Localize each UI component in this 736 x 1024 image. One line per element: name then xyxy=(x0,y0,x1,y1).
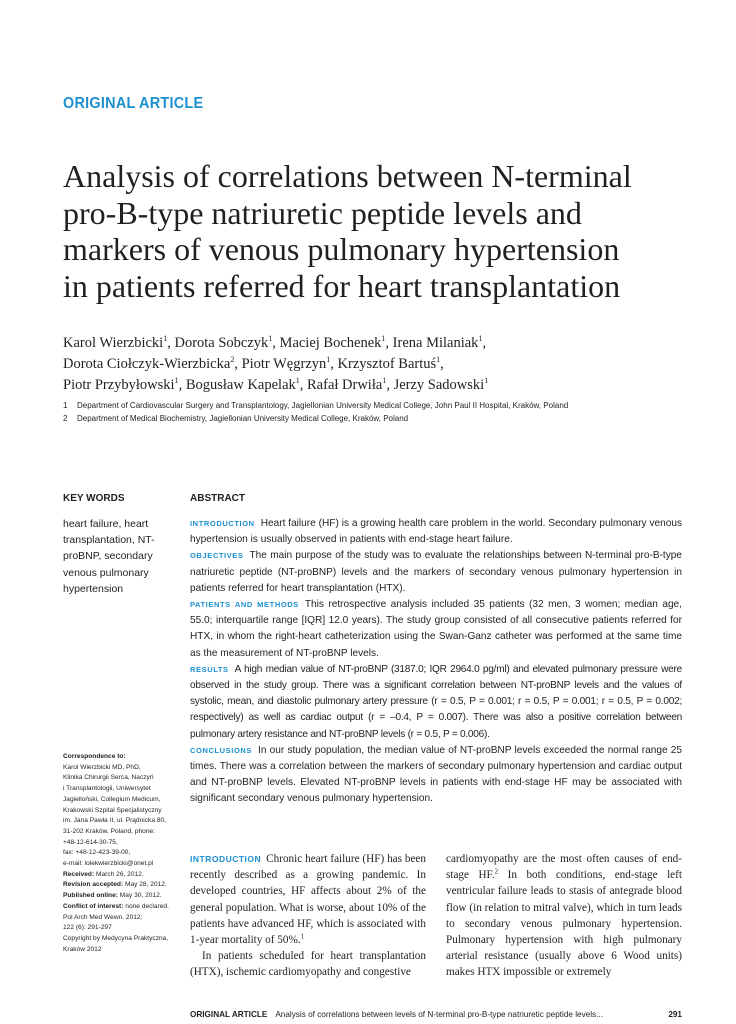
footer-running-title: Analysis of correlations between levels of N-terminal pro-B-type natriuretic peptide levels... xyxy=(275,1010,603,1019)
correspondence-line: im. Jana Pawła II, ul. Prądnicka 80, xyxy=(63,817,166,825)
revision-date: Revision accepted: May 28, 2012. xyxy=(63,881,167,889)
body-paragraph: In patients scheduled for heart transplantation (HTX), ischemic cardiomyopathy and congestive xyxy=(190,950,426,979)
body-paragraph: INTRODUCTION Chronic heart failure (HF) has been recently described as a growing pandemic. In developed countries, HF affects about 2% of the general population. What is worse, about 10% of the patients have advanced HF, which is associated with 1-year mortality of 50%.$^1$ xyxy=(190,853,426,947)
received-date: Received: March 26, 2012. xyxy=(63,870,144,878)
body-column-left xyxy=(190,851,426,981)
abstract-objectives: OBJECTIVES The main purpose of the study was to evaluate the relationships between N-terminal pro-B-type natriuretic peptide (NT-proBNP) levels and the markers of secondary venous pulmonary hypertension in patients referred for heart transplantation (HTX). xyxy=(190,550,682,594)
title-line: in patients referred for heart transplantation xyxy=(63,267,621,304)
correspondence-email[interactable]: e-mail: lolekwierzbicki@onet.pl xyxy=(63,860,154,868)
author-list xyxy=(63,333,683,396)
affiliation: 2 Department of Medical Biochemistry, Jagiellonian University Medical College, Kraków, Poland xyxy=(63,413,409,423)
journal-line: Pol Arch Med Wewn. 2012; xyxy=(63,913,143,921)
journal-line: Copyright by Medycyna Praktyczna, xyxy=(63,934,169,942)
affiliation: 1 Department of Cardiovascular Surgery and Transplantology, Jagiellonian University Medical College, John Paul II Hospital, Kraków, Poland xyxy=(63,401,569,410)
abstract-body xyxy=(190,516,682,808)
author: Dorota Sobczyk$^1$, xyxy=(174,334,280,351)
author: Bogusław Kapelak$^1$, xyxy=(185,376,308,393)
abstract-results: RESULTS A high median value of NT-proBNP (3187.0; IQR 2964.0 pg/ml) and elevated pulmonary pressure were observed in the study group. There was a significant correlation between NT-proBNP levels and the values of systolic, mean, and diastolic pulmonary artery pressure (r = 0.5, P = 0.001; r = 0.5, P = 0.001; r = 0.5, P = 0.002; respectively) as well as cardiac output (r = –0.4, P = 0.007). There was also a positive correlation between pulmonary artery resistance and NT-proBNP levels (r = 0.5, P = 0.006). xyxy=(190,663,682,740)
author: Irena Milaniak$^1$, xyxy=(392,334,487,351)
correspondence-line: Karol Wierzbicki MD, PhD, xyxy=(63,763,141,771)
abstract-conclusions: CONCLUSIONS In our study population, the median value of NT-proBNP levels exceeded the normal range 25 times. There was a correlation between the markers of secondary pulmonary hypertension and cardiac output and NT-proBNP levels. Elevated NT-proBNP levels in patients with end-stage HF may be associated with significant secondary venous pulmonary hypertension. xyxy=(190,744,682,805)
page-number: 291 xyxy=(668,1010,682,1019)
abstract-heading: ABSTRACT xyxy=(190,493,245,504)
correspondence-line: +48-12-614-30-75, xyxy=(63,838,118,846)
abstract-methods: PATIENTS AND METHODS This retrospective analysis included 35 patients (32 men, 3 women; median age, 55.0; interquartile range [IQR] 12.0 years). The study group consisted of all consecutive patients referred for HTX, in whom the right-heart catheterization using the Swan-Ganz catheter was performed at the same time as the measurement of NT-proBNP levels. xyxy=(190,599,682,659)
author: Piotr Przybyłowski$^1$, xyxy=(63,376,186,393)
author: Dorota Ciołczyk-Wierzbicka$^2$, xyxy=(63,355,242,372)
author: Jerzy Sadowski$^1$ xyxy=(393,376,489,393)
title-line: Analysis of correlations between N-terminal xyxy=(63,158,632,194)
body-paragraph: cardiomyopathy are the most often causes of end-stage HF.$^2$ In both conditions, end-stage left ventricular failure leads to stasis of antegrade blood flow (in relation to mitral valve), which in turn leads to secondary venous pulmonary hypertension. Pulmonary hypertension with high pulmonary arterial resistance (usually above 6 Wood units) makes HTX impossible or extremely xyxy=(446,853,682,979)
keywords-text: heart failure, heart transplantation, NT-proBNP, secondary venous pulmonary hypertension xyxy=(63,518,155,595)
article-title xyxy=(63,158,703,304)
journal-line: Kraków 2012 xyxy=(63,945,102,953)
keywords-heading: KEY WORDS xyxy=(63,493,125,504)
section-label: ORIGINAL ARTICLE xyxy=(63,95,204,112)
author: Maciej Bochenek$^1$, xyxy=(279,334,393,351)
abstract-introduction: INTRODUCTION Heart failure (HF) is a growing health care problem in the world. Secondary pulmonary venous hypertension is usually observed in patients with end-stage heart failure. xyxy=(190,518,682,546)
correspondence-heading: Correspondence to: xyxy=(63,753,126,760)
author: Piotr Węgrzyn$^1$, xyxy=(241,355,338,372)
conflict-of-interest: Conflict of interest: none declared. xyxy=(63,902,169,910)
author: Karol Wierzbicki$^1$, xyxy=(63,334,175,351)
correspondence-line: 31-202 Kraków, Poland, phone: xyxy=(63,827,156,835)
journal-line: 122 (6): 291-297 xyxy=(63,924,112,932)
page-footer xyxy=(190,1010,682,1019)
correspondence-line: Jagielloński, Collegium Medicum, xyxy=(63,795,161,803)
published-date: Published online: May 30, 2012. xyxy=(63,892,162,900)
body-column-right xyxy=(446,851,682,981)
affiliations xyxy=(63,400,703,425)
correspondence-line: Klinika Chirurgii Serca, Naczyń xyxy=(63,774,154,782)
author: Rafał Drwiła$^1$, xyxy=(307,376,394,393)
footer-label: ORIGINAL ARTICLE xyxy=(190,1010,268,1019)
correspondence-line: i Transplantologii, Uniwersytet xyxy=(63,785,151,793)
title-line: pro-B-type natriuretic peptide levels and xyxy=(63,194,582,231)
correspondence-block xyxy=(63,752,183,955)
author: Krzysztof Bartuś$^1$, xyxy=(337,355,444,372)
title-line: markers of venous pulmonary hypertension xyxy=(63,231,620,267)
correspondence-line: fax: +48-12-423-39-00, xyxy=(63,849,131,857)
correspondence-line: Krakowski Szpital Specjalistyczny xyxy=(63,806,162,814)
